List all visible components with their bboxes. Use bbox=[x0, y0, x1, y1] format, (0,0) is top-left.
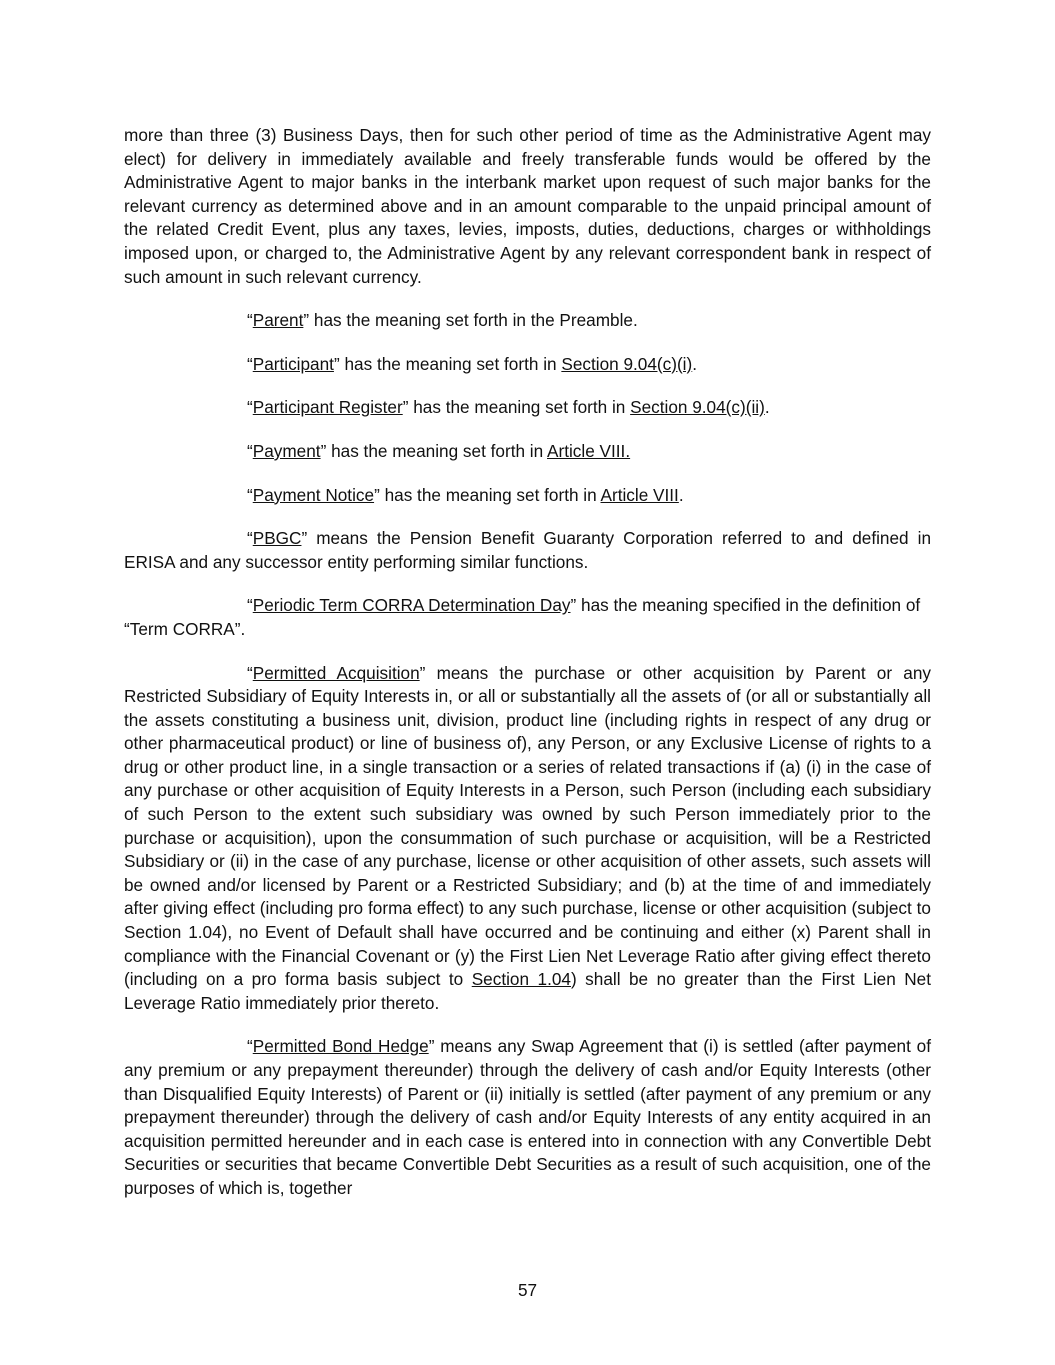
definition-text: means the Pension Benefit Guaranty Corporation referred to and defined in ERISA and any successor entity performing similar functions. bbox=[124, 528, 931, 572]
defined-term: PBGC bbox=[252, 528, 302, 549]
defined-term: Permitted Acquisition bbox=[252, 662, 420, 683]
close-quote: ” bbox=[320, 440, 327, 461]
open-quote: “ bbox=[247, 353, 253, 374]
defined-term: Parent bbox=[252, 310, 304, 331]
open-quote: “ bbox=[247, 310, 253, 331]
close-quote: ” bbox=[402, 397, 409, 418]
definition-parent bbox=[124, 309, 931, 333]
definition-end: . bbox=[678, 484, 684, 505]
definition-text: means the purchase or other acquisition by Parent or any Restricted Subsidiary of Equity Interests in, or all or substantially all the assets of (or all or substantially all the assets constituting a business unit, division, product line (including rights in respect of any drug or other pharmaceutical product) or line of business of), any Person, or any Exclusive License of rights to a drug or other product line, in a single transaction or a series of related transactions if (a) (i) in the case of any purchase or other acquisition of Equity Interests in a Person, such Person (including each subsidiary of such Person to the extent such subsidiary was owned by such Person immediately prior to the purchase or acquisition), upon the consummation of such purchase or acquisition, will be a Restricted Subsidiary or (ii) in the case of any purchase, license or other acquisition of other assets, such assets will be owned and/or licensed by Parent or a Restricted Subsidiary; and (b) at the time of and immediately after giving effect (including pro forma effect) to any such purchase, license or other acquisition (subject to Section 1.04), no Event of Default shall have occurred and be continuing and either (x) Parent shall in compliance with the Financial Covenant or (y) the First Lien Net Leverage Ratio after giving effect thereto (including on a pro forma basis subject to bbox=[124, 662, 931, 990]
close-quote: ” bbox=[303, 310, 310, 331]
defined-term: Participant bbox=[252, 353, 334, 374]
definition-end: . bbox=[764, 397, 770, 418]
definition-end: ) shall be no greater than the First Lien Net Leverage Ratio immediately prior thereto. bbox=[124, 969, 931, 1013]
definition-permitted-bond-hedge bbox=[124, 1035, 931, 1200]
definition-text: has the meaning set forth in bbox=[379, 484, 601, 505]
open-quote: “ bbox=[247, 528, 253, 549]
open-quote: “ bbox=[247, 484, 253, 505]
definition-text: has the meaning set forth in bbox=[408, 397, 631, 418]
page-body bbox=[124, 124, 931, 1221]
open-quote: “ bbox=[247, 440, 253, 461]
article-reference: Article VIII bbox=[600, 484, 679, 505]
definition-end: . bbox=[692, 353, 698, 374]
close-quote: ” bbox=[428, 1036, 435, 1057]
definition-payment bbox=[124, 440, 931, 464]
paragraph-continuation bbox=[124, 124, 931, 289]
definition-text: means any Swap Agreement that (i) is settled (after payment of any premium or any prepayment thereunder) through the delivery of cash and/or Equity Interests (other than Disqualified Equity Interests) of Parent or (ii) initially is settled (after payment of any premium or any prepayment thereunder) through the delivery of cash and/or Equity Interests of any entity acquired in an acquisition permitted hereunder and in each case is entered into in connection with any Convertible Debt Securities or securities that became Convertible Debt Securities as a result of such acquisition, one of the purposes of which is, together bbox=[124, 1036, 932, 1198]
close-quote: ” bbox=[419, 662, 426, 683]
defined-term: Payment Notice bbox=[252, 484, 375, 505]
close-quote: ” bbox=[301, 528, 308, 549]
section-reference: Section 1.04 bbox=[471, 969, 571, 990]
paragraph-text: more than three (3) Business Days, then for such other period of time as the Administrative Agent may elect) for delivery in immediately available and freely transferable funds would be offered by the Administrative Agent to major banks in the interbank market upon request of such major banks for the relevant currency as determined above and in an amount comparable to the unpaid principal amount of the related Credit Event, plus any taxes, levies, imposts, duties, deductions, charges or withholdings imposed upon, or charged to, the Administrative Agent by any relevant correspondent bank in respect of such amount in such relevant currency. bbox=[124, 125, 931, 287]
defined-term: Payment bbox=[252, 440, 321, 461]
definition-participant-register bbox=[124, 396, 931, 420]
section-reference: Section 9.04(c)(i) bbox=[561, 353, 693, 374]
open-quote: “ bbox=[247, 595, 253, 616]
article-reference: Article VIII. bbox=[547, 440, 631, 461]
open-quote: “ bbox=[247, 397, 253, 418]
definition-payment-notice bbox=[124, 484, 931, 508]
definition-pbgc bbox=[124, 527, 931, 574]
close-quote: ” bbox=[570, 595, 577, 616]
open-quote: “ bbox=[247, 662, 253, 683]
open-quote: “ bbox=[247, 1036, 253, 1057]
definition-text: has the meaning set forth in bbox=[326, 440, 548, 461]
definition-text: has the meaning set forth in bbox=[339, 353, 562, 374]
definition-periodic-term-corra bbox=[124, 594, 931, 641]
defined-term: Permitted Bond Hedge bbox=[252, 1036, 429, 1057]
close-quote: ” bbox=[333, 353, 340, 374]
definition-participant bbox=[124, 353, 931, 377]
defined-term: Periodic Term CORRA Determination Day bbox=[252, 595, 571, 616]
definition-text: has the meaning specified in the definition of “Term CORRA”. bbox=[124, 595, 921, 639]
page-number: 57 bbox=[517, 1280, 538, 1300]
definition-permitted-acquisition bbox=[124, 662, 931, 1016]
defined-term: Participant Register bbox=[252, 397, 403, 418]
definition-text: has the meaning set forth in the Preamble. bbox=[309, 310, 638, 331]
section-reference: Section 9.04(c)(ii) bbox=[630, 397, 765, 418]
close-quote: ” bbox=[374, 484, 380, 505]
